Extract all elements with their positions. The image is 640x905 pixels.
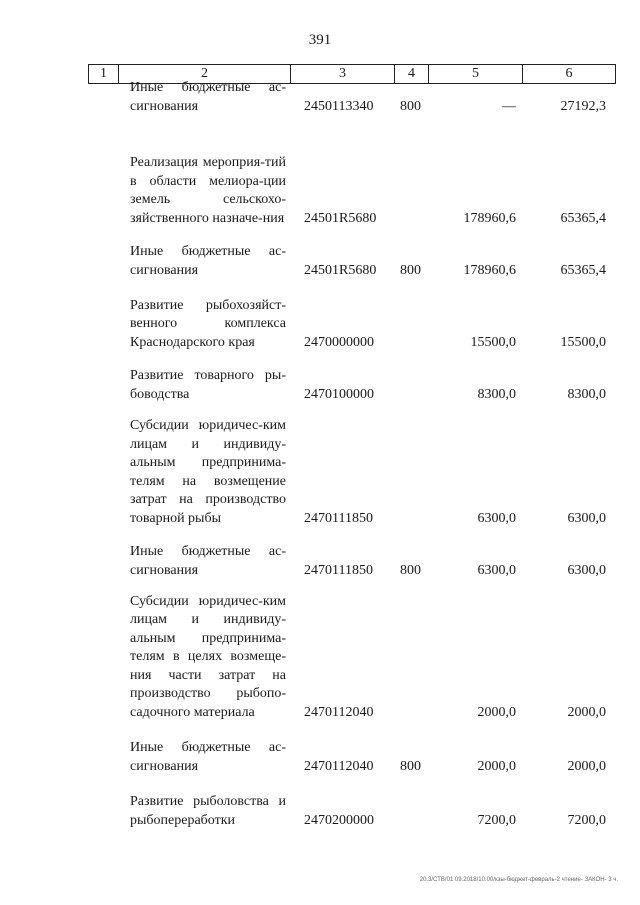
header-col-4: 4 [395,65,429,83]
row-code: 2470111850 [304,511,373,526]
header-col-3: 3 [291,65,395,83]
row-code: 2470111850 [304,563,373,578]
row-value-6: 6300,0 [567,563,606,578]
row-vr: 800 [400,563,421,578]
row-name: Иные бюджетные ас-сигнования [130,544,286,578]
row-value-5: 8300,0 [477,387,516,402]
row-value-6: 7200,0 [567,813,606,828]
row-value-6: 2000,0 [567,705,606,720]
row-name: Субсидии юридичес-ким лицам и индивиду-альным предпринима-телям в целях возмеще-ния части затрат на производство рыбопо-садочного материала [130,593,286,720]
row-value-6: 15500,0 [560,335,606,350]
page-number: 391 [308,32,332,48]
header-col-6: 6 [565,66,573,81]
row-value-5: 178960,6 [463,211,516,226]
row-code: 2470100000 [304,387,374,402]
row-name: Иные бюджетные ас-сигнования [130,740,286,774]
row-value-5: 2000,0 [477,759,516,774]
row-name: Развитие товарного ры-боводства [130,368,286,402]
header-col-1: 1 [89,65,119,83]
row-value-6: 6300,0 [567,511,606,526]
table-row [0,80,640,116]
table-row [0,130,640,228]
row-value-5: 6300,0 [477,563,516,578]
row-vr: 800 [400,759,421,774]
row-value-6: 8300,0 [567,387,606,402]
row-vr: 800 [400,99,421,114]
footer-filename: 20.3/СТВ/01 09.2018/10.00/кзы-бюджет-февраль-2 чтение- ЗАКОН- 3 ч. [419,877,618,883]
row-code: 2470200000 [304,813,374,828]
table-row [0,594,640,722]
row-value-5: — [502,99,516,114]
row-name: Субсидии юридичес-ким лицам и индивиду-альным предпринима-телям на возмещение затрат на производство товарной рыбы [130,418,286,526]
row-code: 24501R5680 [304,263,377,278]
row-value-6: 65365,4 [560,263,606,278]
row-value-5: 6300,0 [477,511,516,526]
table-row [0,292,640,352]
table-row [0,790,640,830]
row-name: Развитие рыболовства и рыбопереработки [130,794,286,828]
row-code: 2450113340 [304,99,374,114]
row-code: 24501R5680 [304,211,377,226]
row-code: 2470000000 [304,335,374,350]
row-value-6: 2000,0 [567,759,606,774]
row-name: Иные бюджетные ас-сигнования [130,80,286,114]
row-value-5: 2000,0 [477,705,516,720]
table-row [0,540,640,580]
row-name: Реализация мероприя-тий в области мелиора-ции земель сельскохо-зяйственного назначе-ния [130,155,286,226]
table-row [0,364,640,404]
header-col-5: 5 [429,65,523,83]
row-name: Развитие рыбохозяйст-венного комплекса Краснодарского края [130,297,286,350]
table-row [0,736,640,776]
row-value-5: 15500,0 [470,335,516,350]
row-value-5: 178960,6 [463,263,516,278]
row-code: 2470112040 [304,705,374,720]
row-value-6: 27192,3 [560,99,606,114]
row-name: Иные бюджетные ас-сигнования [130,244,286,278]
header-col-2: 2 [119,65,291,83]
row-value-6: 65365,4 [560,211,606,226]
row-code: 2470112040 [304,759,374,774]
row-value-5: 7200,0 [477,813,516,828]
table-row [0,416,640,528]
table-row [0,240,640,280]
row-vr: 800 [400,263,421,278]
